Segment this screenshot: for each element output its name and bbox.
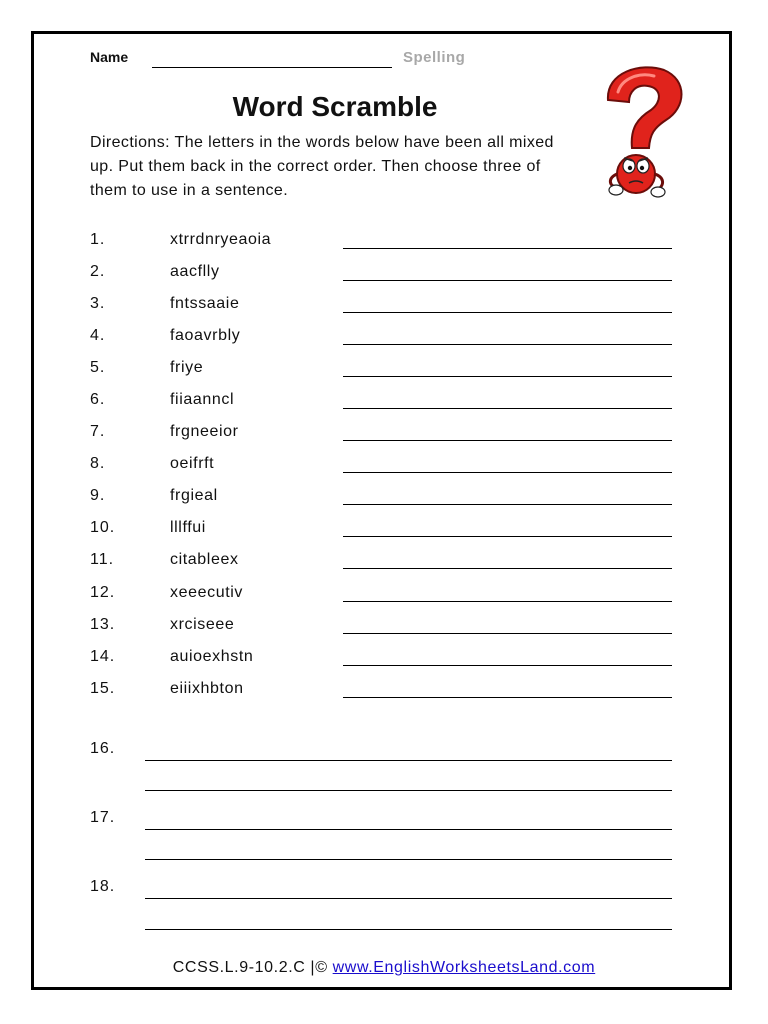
directions-text: Directions: The letters in the words below have been all mixed up. Put them back in the correct order. Then choose three of them to use in a sentence. xyxy=(90,134,554,199)
scramble-row xyxy=(0,263,768,287)
scrambled-word: lllffui xyxy=(170,519,206,536)
scramble-row xyxy=(0,327,768,351)
sentence-line[interactable] xyxy=(145,898,672,899)
sentence-number: 18. xyxy=(90,878,116,895)
scrambled-word: faoavrbly xyxy=(170,327,241,344)
answer-line[interactable] xyxy=(343,665,672,666)
answer-line[interactable] xyxy=(343,697,672,698)
scrambled-word: xrciseee xyxy=(170,616,235,633)
answer-line[interactable] xyxy=(343,504,672,505)
answer-line[interactable] xyxy=(343,248,672,249)
sentence-line[interactable] xyxy=(145,859,672,860)
scrambled-word: frgneeior xyxy=(170,423,239,440)
scrambled-word: aacflly xyxy=(170,263,220,280)
scrambled-word: frgieal xyxy=(170,487,218,504)
sentence-number: 17. xyxy=(90,809,116,826)
answer-line[interactable] xyxy=(343,568,672,569)
scramble-row xyxy=(0,295,768,319)
item-number: 3. xyxy=(90,295,106,312)
scramble-row xyxy=(0,391,768,415)
item-number: 7. xyxy=(90,423,106,440)
footer-link[interactable]: www.EnglishWorksheetsLand.com xyxy=(332,959,596,976)
item-number: 12. xyxy=(90,584,116,601)
name-line xyxy=(152,67,392,68)
answer-line[interactable] xyxy=(343,601,672,602)
item-number: 6. xyxy=(90,391,106,408)
item-number: 1. xyxy=(90,231,106,248)
sentence-number: 16. xyxy=(90,740,116,757)
footer xyxy=(0,959,768,977)
scrambled-word: auioexhstn xyxy=(170,648,254,665)
sentence-line[interactable] xyxy=(145,760,672,761)
answer-line[interactable] xyxy=(343,408,672,409)
scramble-row xyxy=(0,648,768,672)
scramble-row xyxy=(0,455,768,479)
item-number: 14. xyxy=(90,648,116,665)
scrambled-word: oeifrft xyxy=(170,455,215,472)
item-number: 4. xyxy=(90,327,106,344)
scrambled-word: friye xyxy=(170,359,204,376)
scramble-row xyxy=(0,231,768,255)
scrambled-word: xtrrdnryeaoia xyxy=(170,231,272,248)
scrambled-word: fntssaaie xyxy=(170,295,240,312)
answer-line[interactable] xyxy=(343,376,672,377)
scrambled-word: fiiaanncl xyxy=(170,391,235,408)
scrambled-word: citableex xyxy=(170,551,239,568)
name-label: Name xyxy=(90,49,129,65)
sentence-line[interactable] xyxy=(145,929,672,930)
subject-label: Spelling xyxy=(403,49,466,66)
scramble-row xyxy=(0,551,768,575)
footer-standard: CCSS.L.9-10.2.C |© xyxy=(172,959,333,976)
item-number: 5. xyxy=(90,359,106,376)
scrambled-word: eiiixhbton xyxy=(170,680,244,697)
scramble-row xyxy=(0,359,768,383)
item-number: 10. xyxy=(90,519,116,536)
scramble-row xyxy=(0,680,768,704)
scramble-row xyxy=(0,519,768,543)
item-number: 8. xyxy=(90,455,106,472)
answer-line[interactable] xyxy=(343,280,672,281)
question-mark-mascot-icon xyxy=(596,62,686,202)
scramble-row xyxy=(0,584,768,608)
item-number: 9. xyxy=(90,487,106,504)
answer-line[interactable] xyxy=(343,344,672,345)
item-number: 2. xyxy=(90,263,106,280)
sentence-line[interactable] xyxy=(145,829,672,830)
sentence-line[interactable] xyxy=(145,790,672,791)
scramble-row xyxy=(0,616,768,640)
answer-line[interactable] xyxy=(343,440,672,441)
answer-line[interactable] xyxy=(343,312,672,313)
scramble-row xyxy=(0,423,768,447)
answer-line[interactable] xyxy=(343,536,672,537)
item-number: 13. xyxy=(90,616,116,633)
scramble-row xyxy=(0,487,768,511)
item-number: 11. xyxy=(90,551,115,568)
answer-line[interactable] xyxy=(343,472,672,473)
scrambled-word: xeeecutiv xyxy=(170,584,243,601)
answer-line[interactable] xyxy=(343,633,672,634)
page-title: Word Scramble xyxy=(232,91,438,122)
item-number: 15. xyxy=(90,680,116,697)
